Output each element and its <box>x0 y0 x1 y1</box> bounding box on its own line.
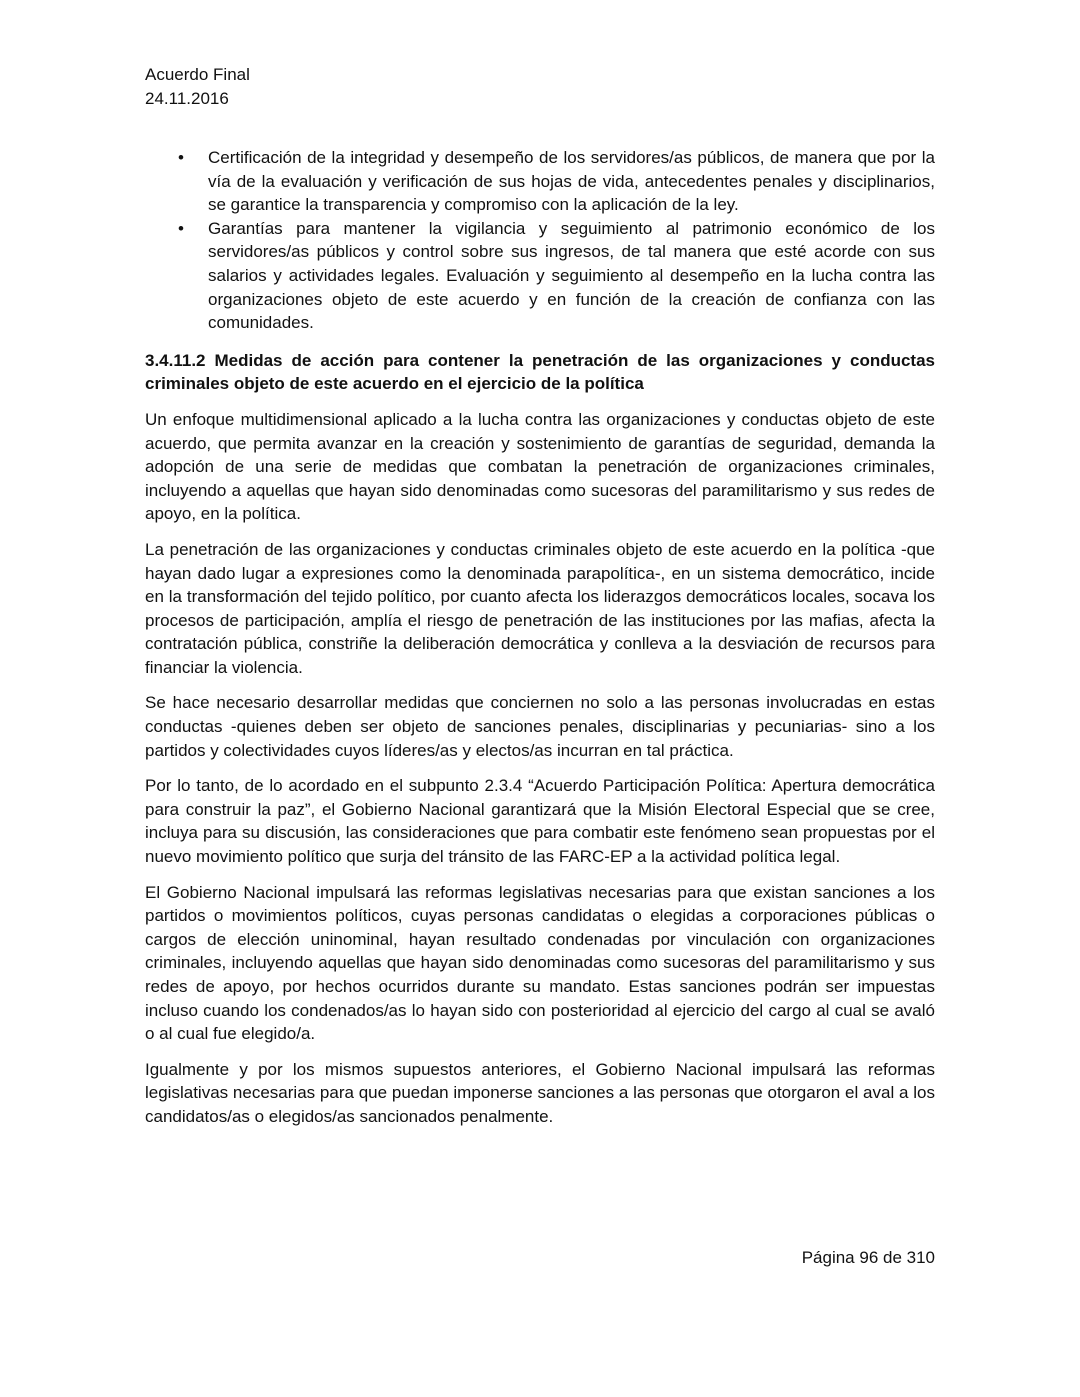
bullet-list <box>145 146 935 335</box>
document-title: Acuerdo Final <box>145 65 250 84</box>
document-date: 24.11.2016 <box>145 89 229 108</box>
paragraph: Igualmente y por los mismos supuestos anteriores, el Gobierno Nacional impulsará las reformas legislativas necesarias para que puedan imponerse sanciones a las personas que otorgaron el aval a los candidatos/as o elegidos/as sancionados penalmente. <box>145 1059 935 1126</box>
page-number: Página 96 de 310 <box>801 1248 935 1267</box>
bullet-icon: • <box>178 148 184 167</box>
paragraph: La penetración de las organizaciones y conductas criminales objeto de este acuerdo en la política -que hayan dado lugar a expresiones como la denominada parapolítica-, en un sistema democrático, incide en la transformación del tejido político, por cuanto afecta los liderazgos democráticos locales, socava los procesos de participación, amplía el riesgo de penetración de las instituciones por las mafias, afecta la contratación pública, constriñe la deliberación democrática y conlleva a la desviación de recursos para financiar la violencia. <box>145 539 935 677</box>
paragraph: El Gobierno Nacional impulsará las reformas legislativas necesarias para que existan sanciones a los partidos o movimientos políticos, cuyas personas candidatas o elegidas a corporaciones públicas o cargos de elección uninominal, hayan resultado condenadas por vinculación con organizaciones criminales, incluyendo aquellas que hayan sido denominadas como sucesoras del paramilitarismo y sus redes de apoyo, por hechos ocurridos durante su mandato. Estas sanciones podrán ser impuestas incluso cuando los condenados/as lo hayan sido con posterioridad al ejercicio del cargo al cual se avaló o al cual fue elegido/a. <box>145 882 935 1044</box>
list-item-text: Certificación de la integridad y desempeño de los servidores/as públicos, de manera que por la vía de la evaluación y verificación de sus hojas de vida, antecedentes penales y disciplinarios, se garantice la transparencia y compromiso con la aplicación de la ley. <box>208 148 935 215</box>
bullet-icon: • <box>178 218 184 238</box>
page-header <box>145 63 250 111</box>
list-item <box>145 146 935 217</box>
list-item-text: Garantías para mantener la vigilancia y seguimiento al patrimonio económico de los servidores/as públicos y control sobre sus ingresos, de tal manera que esté acorde con sus salarios y actividades legales. Evaluación y seguimiento al desempeño en la lucha contra las organizaciones objeto de este acuerdo y en función de la creación de confianza con las comunidades. <box>208 218 935 333</box>
section-heading: 3.4.11.2 Medidas de acción para contener la penetración de las organizaciones y conductas criminales objeto de este acuerdo en el ejercicio de la política <box>145 350 935 394</box>
paragraph: Un enfoque multidimensional aplicado a la lucha contra las organizaciones y conductas objeto de este acuerdo, que permita avanzar en la creación y sostenimiento de garantías de seguridad, demanda la adopción de una serie de medidas que combatan la penetración de organizaciones criminales, incluyendo a aquellas que hayan sido denominadas como sucesoras del paramilitarismo y sus redes de apoyo, en la política. <box>145 409 935 524</box>
paragraph: Por lo tanto, de lo acordado en el subpunto 2.3.4 “Acuerdo Participación Política: Apertura democrática para construir la paz”, el Gobierno Nacional garantizará que la Misión Electoral Especial que se cree, incluya para su discusión, las consideraciones que para combatir este fenómeno sean propuestas por el nuevo movimiento político que surja del tránsito de las FARC-EP a la actividad política legal. <box>145 776 935 867</box>
list-item <box>145 217 935 335</box>
paragraph: Se hace necesario desarrollar medidas que conciernen no solo a las personas involucradas en estas conductas -quienes deben ser objeto de sanciones penales, disciplinarias y pecuniarias- sino a los partidos y colectividades cuyos líderes/as y electos/as incurran en tal práctica. <box>145 693 935 760</box>
page-body <box>145 146 935 1129</box>
